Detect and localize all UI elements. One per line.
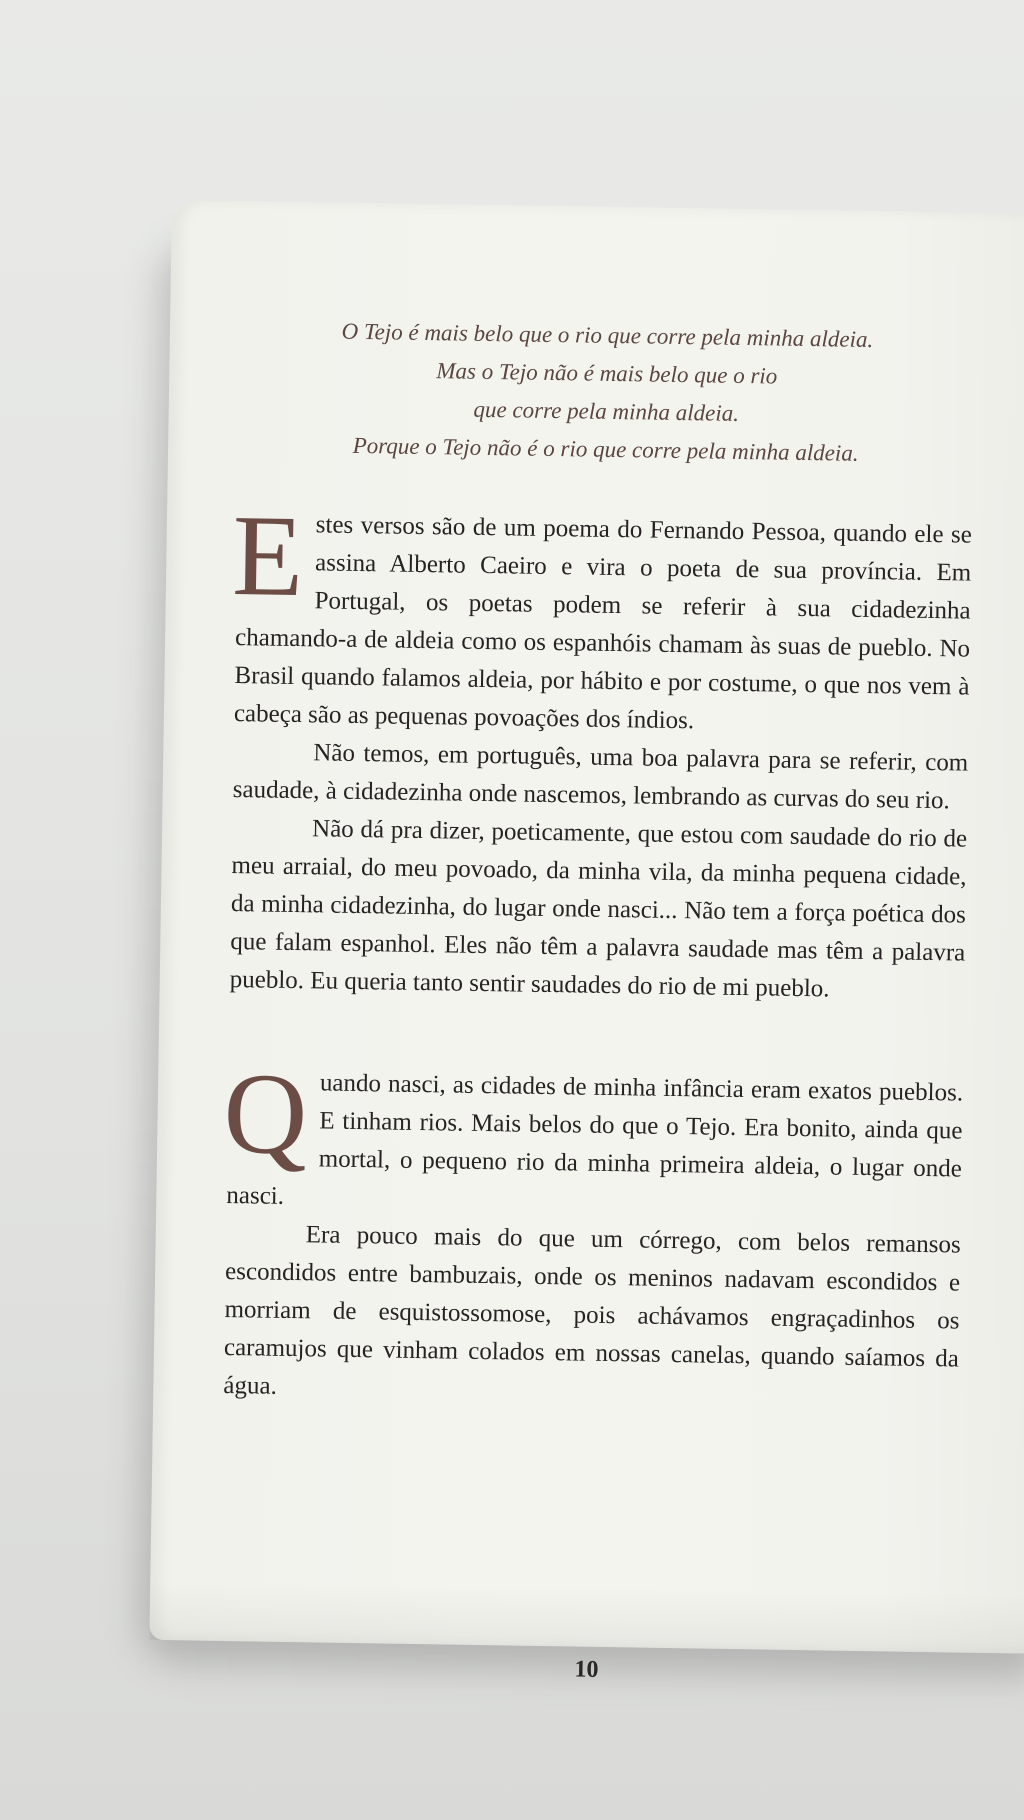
drop-cap: E — [231, 492, 305, 622]
paragraph: Não dá pra dizer, poeticamente, que estou com saudade do rio de meu arraial, do meu povoado, da minha vila, da minha pequena cidade, da minha cidadezinha, do lugar onde nasci... Não tem a força poética dos que falam espanhol. Eles não têm a palavra saudade mas têm a palavra pueblo. Eu queria tanto sentir saudades do rio de mi pueblo. — [229, 815, 968, 1003]
page-number: 10 — [574, 1656, 599, 1683]
epigraph-line: Mas o Tejo não é mais belo que o rio — [436, 358, 778, 389]
paragraph-text: stes versos são de um poema do Fernando Pessoa, quando ele se assina Alberto Caeiro e vira o poeta de sua província. Em Portugal, os poetas podem se referir à sua cidadezinha chamando-a de aldeia como os espanhóis chamam às suas de pueblo. No Brasil quando falamos aldeia, por hábito e por costume, o que nos vem à cabeça são as pequenas povoações dos índios. — [233, 511, 973, 735]
epigraph-line: Porque o Tejo não é o rio que corre pela minha aldeia. — [352, 432, 859, 466]
paragraph — [222, 1049, 964, 1227]
paragraph: Não temos, em português, uma boa palavra para se referir, com saudade, à cidadezinha onde nascemos, lembrando as curvas do seu rio. — [232, 739, 969, 815]
paragraph: Era pouco mais do que um córrego, com belos remansos escondidos entre bambuzais, onde os meninos nadavam escondidos e morriam de esquistossomose, pois achávamos engraçadinhos os caramujos que vinham colados em nossas canelas, quando saíamos da água. — [223, 1221, 961, 1400]
paragraph-text: uando nasci, as cidades de minha infância eram exatos pueblos. E tinham rios. Mais belos do que o Tejo. Era bonito, ainda que mortal, o pequeno rio da minha primeira aldeia, o lugar onde nasci. — [226, 1069, 964, 1210]
epigraph — [238, 311, 975, 475]
paragraph — [231, 492, 973, 745]
epigraph-line: que corre pela minha aldeia. — [473, 396, 740, 426]
epigraph-line: O Tejo é mais belo que o rio que corre pela minha aldeia. — [341, 318, 874, 353]
page-content — [222, 311, 975, 1683]
drop-cap: Q — [222, 1049, 309, 1180]
section-break — [228, 999, 964, 1075]
book-page — [149, 200, 1024, 1683]
